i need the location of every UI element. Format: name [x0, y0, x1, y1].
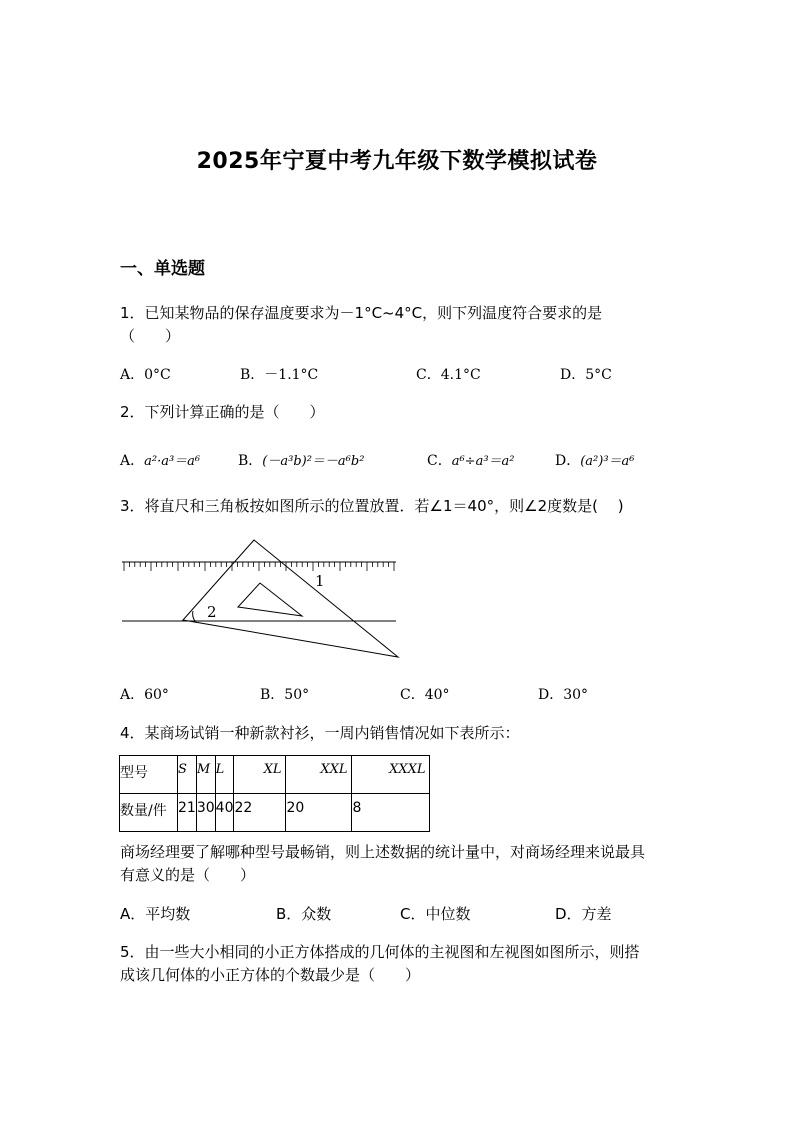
- q2-option-a-expr: a²·a³＝a⁶: [144, 454, 201, 469]
- q5-stem-line2: 成该几何体的小正方体的个数最少是（ ）: [120, 966, 421, 984]
- q3-option-c: C．40°: [400, 687, 450, 703]
- q4-stem: 4．某商场试销一种新款衬衫，一周内销售情况如下表所示：: [120, 724, 520, 742]
- table-header-cell: XXL: [286, 756, 352, 794]
- section-heading: 一、单选题: [120, 259, 205, 279]
- q3-stem: 3．将直尺和三角板按如图所示的位置放置．若∠1＝40°，则∠2度数是( ): [120, 497, 624, 515]
- q4-question-line2: 有意义的是（ ）: [120, 866, 256, 884]
- table-header-cell: 型号: [120, 756, 178, 794]
- angle-1-label: 1: [315, 572, 325, 590]
- table-header-cell: L: [215, 756, 234, 794]
- q1-stem: 1．已知某物品的保存温度要求为－1°C~4°C，则下列温度符合要求的是: [120, 304, 603, 322]
- table-header-cell: S: [178, 756, 197, 794]
- q2-stem: 2．下列计算正确的是（ ）: [120, 403, 325, 421]
- q5-stem-line1: 5．由一些大小相同的小正方体搭成的几何体的主视图和左视图如图所示，则搭: [120, 943, 640, 961]
- table-header-cell: XL: [234, 756, 286, 794]
- q3-option-d: D．30°: [538, 687, 589, 703]
- q2-option-b-label: B．: [238, 453, 263, 469]
- q4-option-d: D．方差: [555, 905, 612, 923]
- q2-option-c-expr: a⁶÷a³＝a²: [451, 454, 515, 469]
- page-title: 2025年宁夏中考九年级下数学模拟试卷: [196, 149, 598, 174]
- q2-option-d-label: D．: [555, 453, 581, 469]
- set-square-outer: [183, 540, 398, 657]
- q2-option-d-expr: (a²)³＝a⁶: [580, 454, 635, 469]
- table-header-cell: M: [196, 756, 215, 794]
- table-row: [120, 756, 430, 794]
- q1-stem-paren: （ ）: [120, 327, 181, 345]
- q1-option-c: C．4.1°C: [416, 367, 481, 383]
- q4-question-line1: 商场经理要了解哪种型号最畅销，则上述数据的统计量中，对商场经理来说最具: [120, 843, 646, 861]
- q2-option-c-label: C．: [427, 453, 452, 469]
- q3-option-b: B．50°: [260, 687, 310, 703]
- angle-2-label: 2: [207, 603, 217, 621]
- angle-2-arc: [193, 611, 195, 621]
- table-header-cell: XXXL: [352, 756, 430, 794]
- q2-option-b-expr: (－a³b)²＝－a⁶b²: [262, 454, 365, 469]
- q4-option-b: B．众数: [276, 905, 332, 923]
- q1-option-b: B．－1.1°C: [240, 367, 319, 383]
- ruler-ticks: [124, 562, 394, 571]
- table-cell: 22: [234, 794, 286, 832]
- q4-option-c: C．中位数: [400, 905, 471, 923]
- table-row: [120, 794, 430, 832]
- table-cell: 8: [352, 794, 430, 832]
- q3-option-a: A．60°: [120, 687, 169, 703]
- q1-option-a: A．0°C: [120, 367, 171, 383]
- table-cell: 20: [286, 794, 352, 832]
- table-cell: 40: [215, 794, 234, 832]
- q1-option-d: D．5°C: [560, 367, 612, 383]
- table-cell: 21: [178, 794, 197, 832]
- q4-option-a: A．平均数: [120, 905, 191, 923]
- q2-option-a-label: A．: [120, 453, 145, 469]
- table-cell: 数量/件: [120, 794, 178, 832]
- set-square-inner: [238, 583, 302, 616]
- sales-table: [119, 755, 430, 832]
- table-cell: 30: [196, 794, 215, 832]
